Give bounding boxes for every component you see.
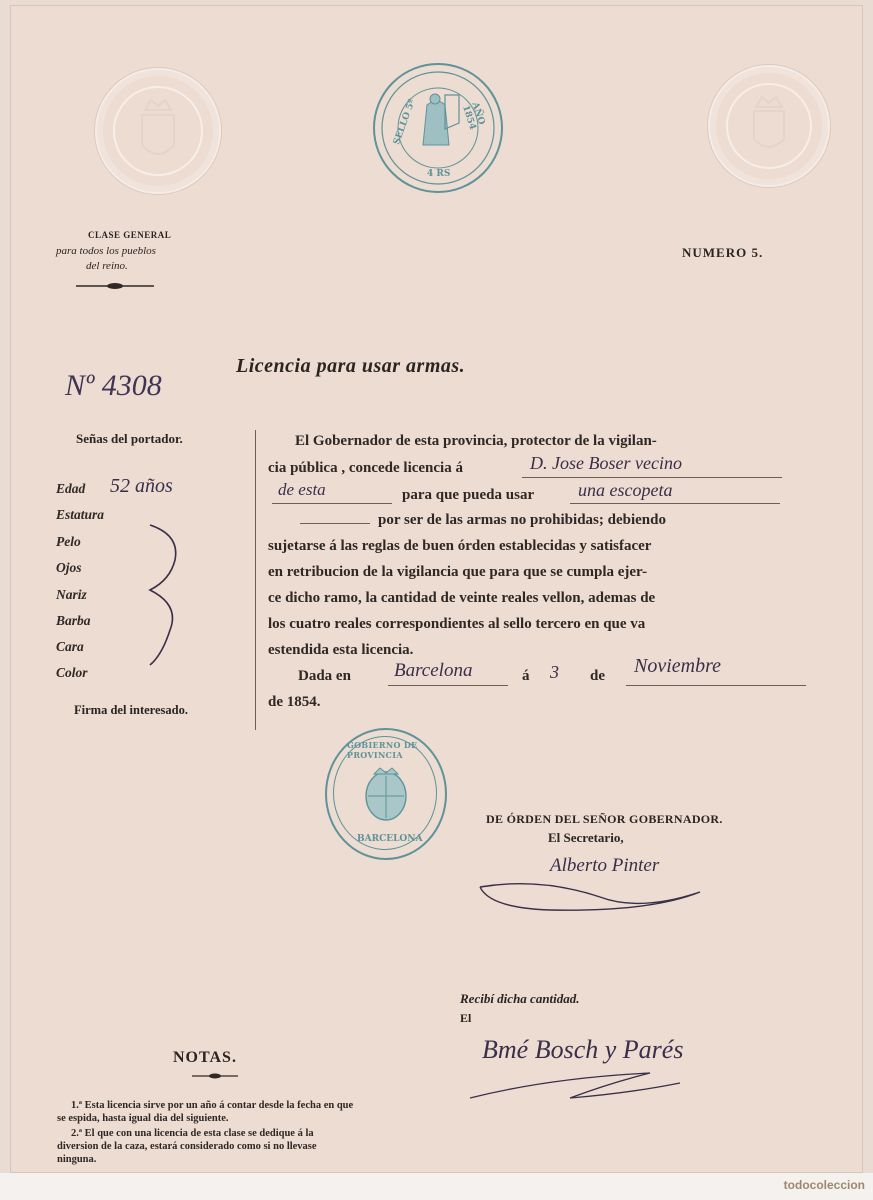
stamp-right-text: AÑO 1854 xyxy=(460,101,487,132)
bearer-heading: Señas del portador. xyxy=(76,431,183,446)
date-day: 3 xyxy=(550,662,559,682)
weapon: una escopeta xyxy=(578,480,673,500)
flourish-divider xyxy=(74,281,156,291)
crown-shield-icon xyxy=(97,70,219,192)
handwritten-brace-mark xyxy=(130,520,200,670)
license-line-5: sujetarse á las reglas de buen órden establecidas y satisfacer xyxy=(268,538,652,554)
license-line-3: para que pueda usar xyxy=(402,487,535,503)
column-divider xyxy=(255,430,256,730)
license-line-8: los cuatro reales correspondientes al sello tercero en que va xyxy=(268,616,646,632)
receipt-flourish xyxy=(460,1068,690,1108)
field-label-pelo: Pelo xyxy=(56,534,81,549)
month-underline xyxy=(626,685,806,686)
header-class-label: CLASE GENERAL xyxy=(88,230,172,240)
receipt-el: El xyxy=(460,1011,472,1025)
signature-label: Firma del interesado. xyxy=(74,703,188,717)
order-line: DE ÓRDEN DEL SEÑOR GOBERNADOR. xyxy=(486,812,723,826)
place-underline xyxy=(388,685,508,686)
license-line-1: El Gobernador de esta provincia, protector de la vigilan- xyxy=(295,433,657,449)
date-month: Noviembre xyxy=(634,655,722,677)
field-label-ojos: Ojos xyxy=(56,560,82,575)
stamp-left-text: SELLO 5º xyxy=(392,97,418,147)
coat-of-arms-icon xyxy=(360,766,412,822)
notes-heading: NOTAS. xyxy=(173,1049,237,1066)
license-line-6: en retribucion de la vigilancia que para que se cumpla ejer- xyxy=(268,564,648,580)
license-line-2: cia pública , concede licencia á xyxy=(268,460,463,476)
bottom-band xyxy=(0,1173,873,1200)
stamp-bottom-text: 4 RS xyxy=(427,169,451,179)
license-line-4: por ser de las armas no prohibidas; debiendo xyxy=(378,512,666,528)
grantee-underline xyxy=(522,477,782,478)
field-value-edad: 52 años xyxy=(110,475,173,497)
field-label-cara: Cara xyxy=(56,639,84,654)
blank-underline xyxy=(300,523,370,524)
note-1: 1.ª Esta licencia sirve por un año á contar desde la fecha en que se espida, hasta igual dia del siguiente. xyxy=(57,1100,354,1124)
residence: de esta xyxy=(278,480,326,499)
grantee-name: D. Jose Boser vecino xyxy=(530,453,682,473)
date-a: á xyxy=(522,668,530,684)
numero-label: NUMERO 5. xyxy=(682,245,764,260)
place-name: Barcelona xyxy=(394,660,473,681)
receipt-line: Recibí dicha cantidad. xyxy=(460,991,580,1006)
signature-flourish xyxy=(470,867,710,927)
tax-stamp xyxy=(373,63,503,193)
notes-flourish xyxy=(190,1071,240,1081)
date-de: de xyxy=(590,668,605,684)
field-label-color: Color xyxy=(56,665,88,680)
official-seal-top-text: GOBIERNO DE PROVINCIA xyxy=(347,740,418,760)
year-line: de 1854. xyxy=(268,694,321,710)
weapon-underline xyxy=(570,503,780,504)
embossed-seal-right xyxy=(708,65,830,187)
secretary-signature: Alberto Pinter xyxy=(550,855,660,876)
embossed-seal-left xyxy=(95,68,221,194)
field-label-barba: Barba xyxy=(56,613,91,628)
official-seal-bottom-text: BARCELONA xyxy=(357,834,423,844)
field-label-estatura: Estatura xyxy=(56,507,105,522)
document-title: Licencia para usar armas. xyxy=(236,355,466,377)
official-seal xyxy=(325,728,447,860)
header-class-line3: del reino. xyxy=(86,260,128,272)
dada-en-label: Dada en xyxy=(298,668,351,684)
receipt-signature: Bmé Bosch y Parés xyxy=(482,1035,684,1064)
secretary-label: El Secretario, xyxy=(548,830,624,845)
watermark: todocoleccion xyxy=(783,1178,865,1192)
header-class-line2: para todos los pueblos xyxy=(56,245,156,257)
crown-shield-icon xyxy=(710,67,828,185)
handwritten-number: Nº 4308 xyxy=(65,369,162,402)
document-page xyxy=(10,5,863,1173)
field-label-edad: Edad xyxy=(56,481,86,496)
license-line-9: estendida esta licencia. xyxy=(268,642,414,658)
license-line-7: ce dicho ramo, la cantidad de veinte reales vellon, ademas de xyxy=(268,590,656,606)
field-label-nariz: Nariz xyxy=(56,587,87,602)
note-2: 2.ª El que con una licencia de esta clase se dedique á la diversion de la caza, estará considerado como si no llevase ninguna. xyxy=(57,1128,317,1165)
residence-underline xyxy=(272,503,392,504)
